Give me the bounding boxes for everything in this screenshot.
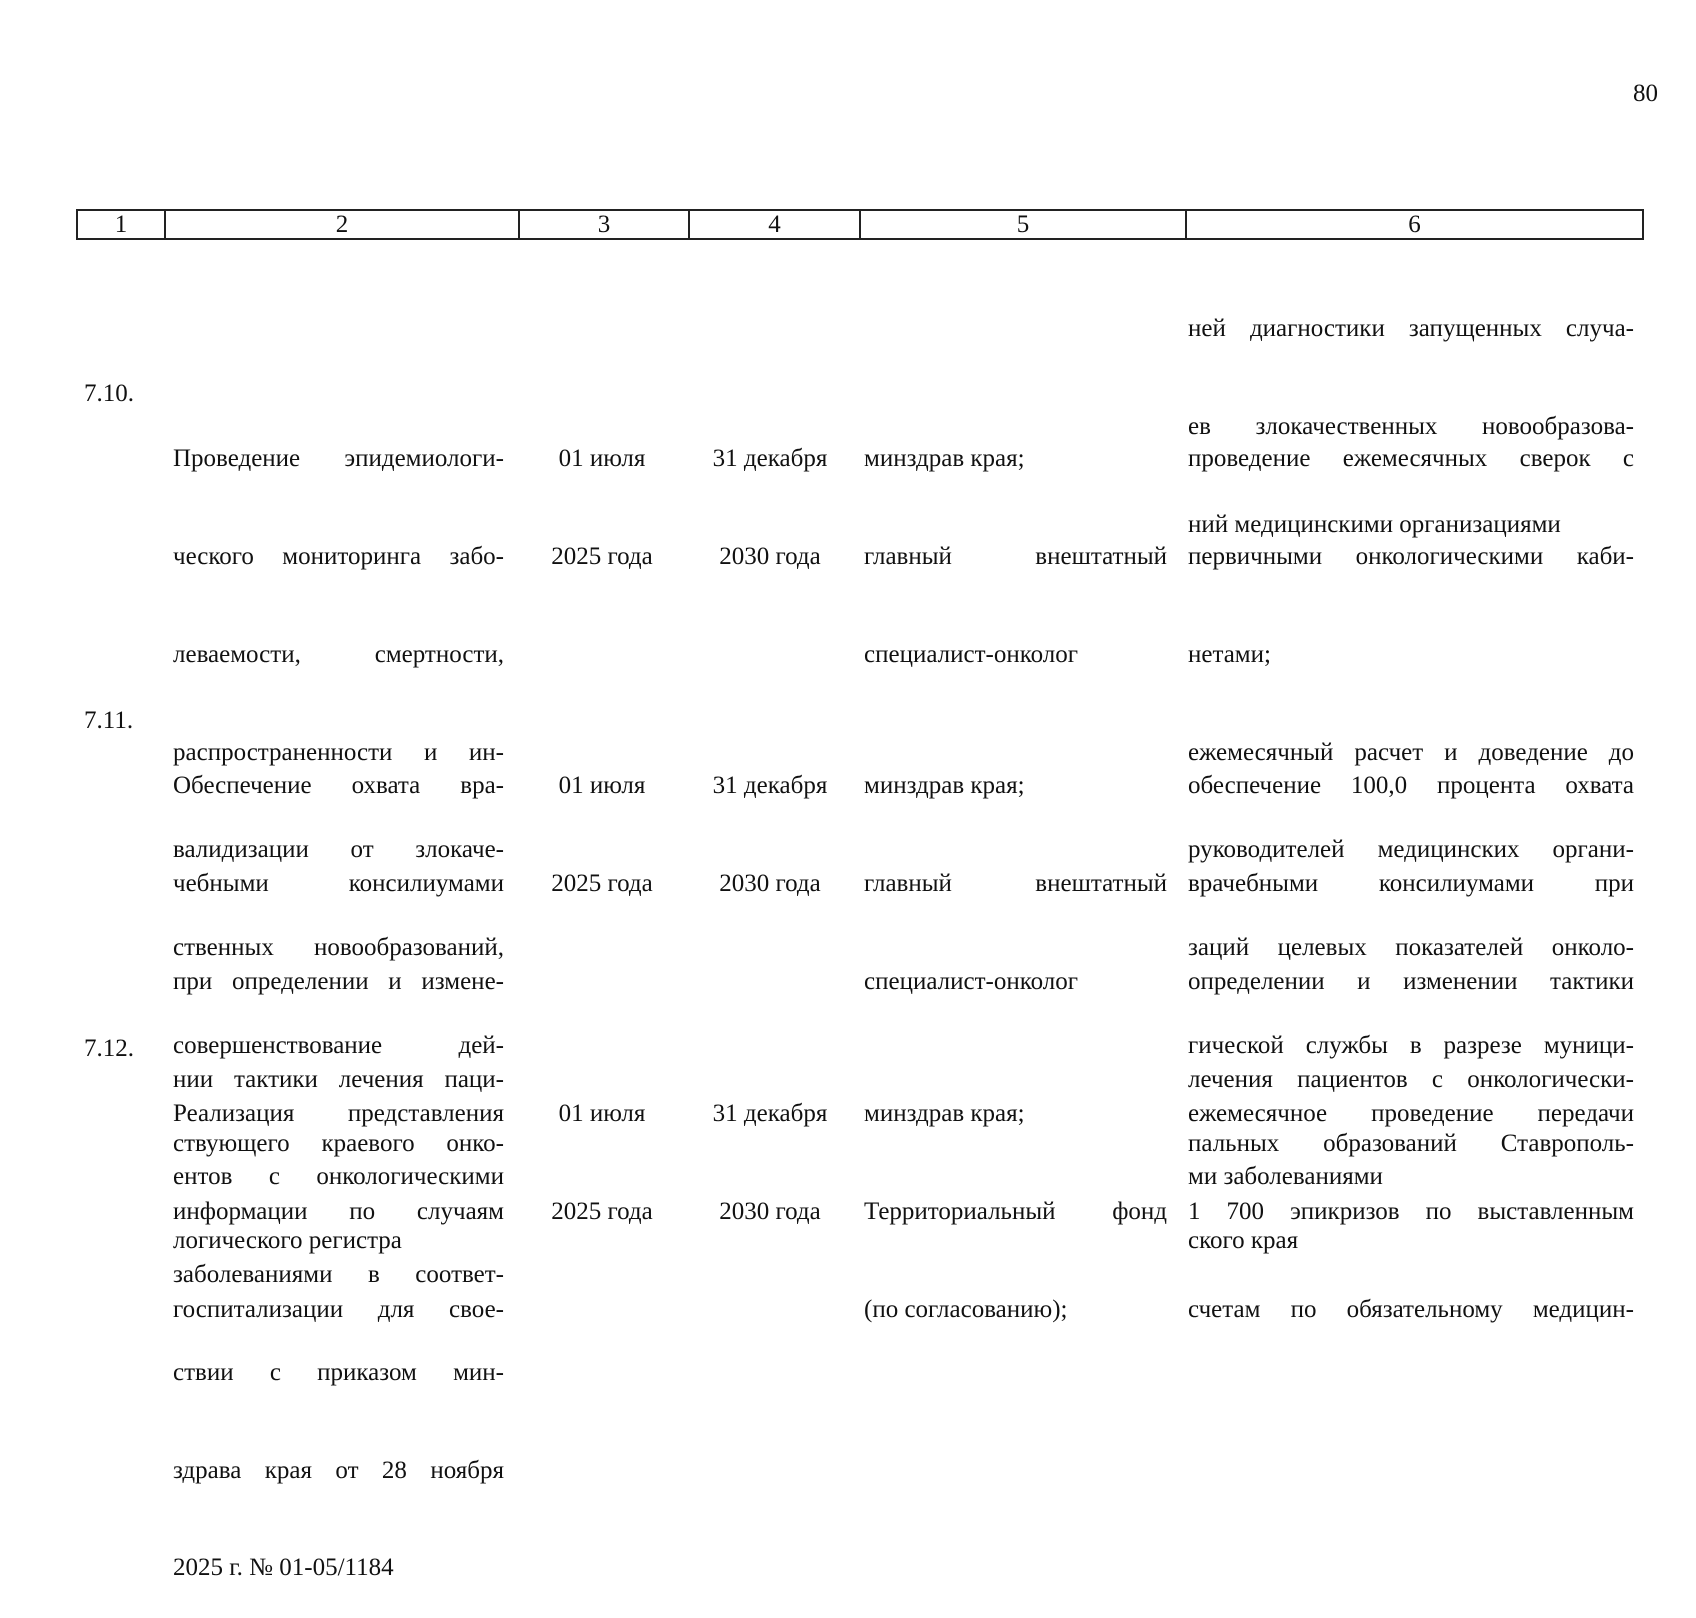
text-line: минздрав края;: [864, 445, 1025, 473]
text-line: первичными онкологическими каби-: [1188, 542, 1634, 570]
text-line: нии тактики лечения паци-: [173, 1065, 504, 1093]
header-col-2: 2: [166, 211, 520, 238]
text-line: ентов с онкологическими: [173, 1163, 504, 1191]
text-line: ского края: [1188, 1227, 1299, 1255]
text-line: распространенности и ин-: [173, 738, 504, 766]
text-line: совершенствование дей-: [173, 1031, 504, 1059]
text-line: Территориальный фонд: [864, 1197, 1167, 1225]
text-line: 31 декабря: [712, 772, 828, 800]
start-date: [532, 378, 672, 606]
row-description: [173, 1033, 504, 1359]
row-number: 7.11.: [84, 707, 134, 734]
expected-result: [1188, 1033, 1634, 1359]
text-line: нетами;: [1188, 640, 1271, 668]
text-line: 31 декабря: [712, 445, 828, 473]
row-number: 7.10.: [84, 380, 134, 407]
text-line: чебными консилиумами: [173, 869, 504, 897]
text-line: ствии с приказом мин-: [173, 1358, 504, 1386]
text-line: 1 700 эпикризов по выставленным: [1188, 1197, 1634, 1225]
text-line: пальных образований Ставрополь-: [1188, 1129, 1634, 1157]
text-line: здрава края от 28 ноября: [173, 1456, 504, 1484]
header-col-6: 6: [1408, 211, 1421, 238]
text-line: 2030 года: [719, 869, 821, 897]
text-line: Проведение эпидемиологи-: [173, 445, 504, 473]
text-line: минздрав края;: [864, 1100, 1025, 1128]
text-line: ежемесячный расчет и доведение до: [1188, 738, 1634, 766]
text-line: ствующего краевого онко-: [173, 1129, 504, 1157]
text-line: специалист-онколог: [864, 640, 1079, 668]
header-col-3: 3: [520, 211, 690, 238]
table-header: [76, 209, 1644, 240]
start-date: [532, 705, 672, 933]
text-line: лечения пациентов с онкологически-: [1188, 1065, 1634, 1093]
text-line: заций целевых показателей онколо-: [1188, 934, 1634, 962]
text-line: главный внештатный: [864, 869, 1167, 897]
text-line: 2030 года: [719, 1197, 821, 1225]
text-line: ней диагностики запущенных случа-: [1188, 315, 1634, 343]
text-line: главный внештатный: [864, 542, 1167, 570]
text-line: 2025 года: [551, 542, 653, 570]
text-line: 01 июля: [558, 445, 646, 473]
text-line: 2025 года: [551, 1197, 653, 1225]
text-line: проведение ежемесячных сверок с: [1188, 445, 1634, 473]
text-line: 2030 года: [719, 542, 821, 570]
text-line: ми заболеваниями: [1188, 1163, 1383, 1191]
text-line: специалист-онколог: [864, 967, 1079, 995]
page-number: 80: [1633, 80, 1658, 107]
text-line: минздрав края;: [864, 772, 1025, 800]
start-date: [532, 1033, 672, 1261]
text-line: гической службы в разрезе муници-: [1188, 1031, 1634, 1059]
text-line: леваемости, смертности,: [173, 640, 504, 668]
text-line: 31 декабря: [712, 1100, 828, 1128]
text-line: Обеспечение охвата вра-: [173, 772, 504, 800]
text-line: 01 июля: [558, 772, 646, 800]
text-line: 2025 г. № 01-05/1184: [173, 1554, 394, 1582]
header-col-1: 1: [78, 211, 166, 238]
text-line: (по согласованию);: [864, 1295, 1068, 1323]
text-line: Реализация представления: [173, 1100, 504, 1128]
text-line: 01 июля: [558, 1100, 646, 1128]
text-line: информации по случаям: [173, 1197, 504, 1225]
text-line: руководителей медицинских органи-: [1188, 836, 1634, 864]
text-line: заболеваниями в соответ-: [173, 1261, 504, 1289]
text-line: ний медицинскими организациями: [1188, 510, 1561, 538]
text-line: при определении и измене-: [173, 967, 504, 995]
text-line: ственных новообразований,: [173, 934, 504, 962]
text-line: логического регистра: [173, 1227, 402, 1255]
responsible: [864, 705, 1167, 1031]
text-line: ческого мониторинга забо-: [173, 542, 504, 570]
text-line: госпитализации для свое-: [173, 1295, 504, 1323]
text-line: счетам по обязательному медицин-: [1188, 1295, 1634, 1323]
header-col-5: 5: [861, 211, 1187, 238]
end-date: [700, 378, 840, 606]
text-line: валидизации от злокаче-: [173, 836, 504, 864]
text-line: ев злокачественных новообразова-: [1188, 412, 1634, 440]
end-date: [700, 705, 840, 933]
text-line: 2025 года: [551, 869, 653, 897]
row-number: 7.12.: [84, 1035, 134, 1062]
text-line: определении и изменении тактики: [1188, 967, 1634, 995]
text-line: врачебными консилиумами при: [1188, 869, 1634, 897]
responsible: [864, 378, 1167, 704]
text-line: ежемесячное проведение передачи: [1188, 1100, 1634, 1128]
end-date: [700, 1033, 840, 1261]
header-col-4: 4: [690, 211, 861, 238]
text-line: обеспечение 100,0 процента охвата: [1188, 772, 1634, 800]
responsible: [864, 1033, 1167, 1359]
